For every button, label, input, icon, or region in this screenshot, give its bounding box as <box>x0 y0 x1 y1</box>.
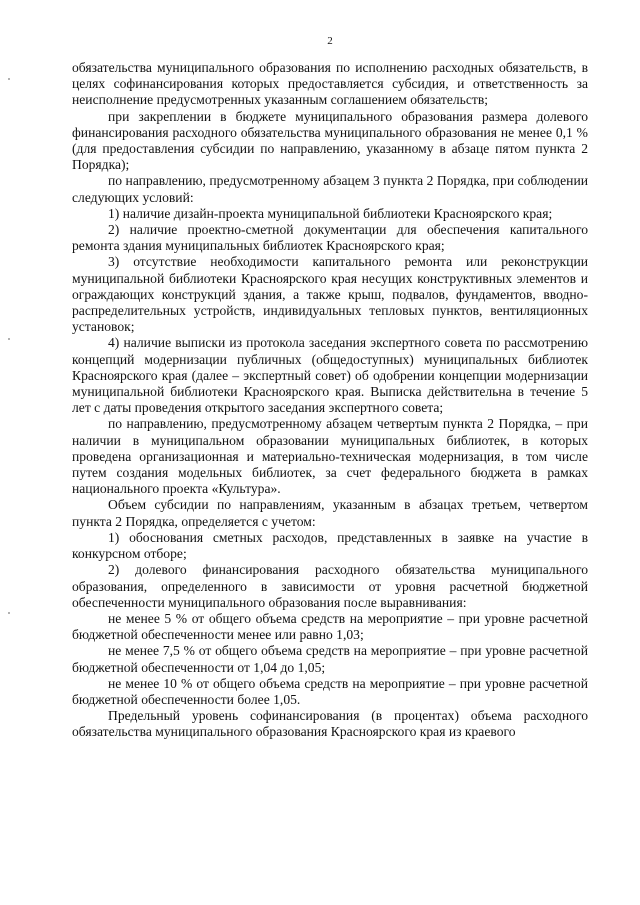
paragraph: по направлению, предусмотренному абзацем 3 пункта 2 Порядка, при соблюдении следующих условий: <box>72 173 588 205</box>
scan-speck <box>8 612 10 614</box>
list-item: 2) долевого финансирования расходного обязательства муниципального образования, определенного в зависимости от уровня расчетной бюджетной обеспеченности муниципального образования после выравнивания: <box>72 562 588 610</box>
paragraph: не менее 10 % от общего объема средств на мероприятие – при уровне расчетной бюджетной обеспеченности более 1,05. <box>72 675 588 707</box>
paragraph: по направлению, предусмотренному абзацем четвертым пункта 2 Порядка, – при наличии в муниципальном образовании муниципальных библиотек, в которых проведена организационная и материально-техническая модернизация, в том числе путем создания модельных библиотек, за счет федерального бюджета в рамках национального проекта «Культура». <box>72 416 588 497</box>
list-item: 3) отсутствие необходимости капитального ремонта или реконструкции муниципальной библиотеки Красноярского края несущих конструктивных элементов и ограждающих конструкций здания, а также крыш, подвалов, фундаментов, вводно-распределительных устройств, индивидуальных тепловых пунктов, вентиляционных установок; <box>72 254 588 335</box>
paragraph: обязательства муниципального образования по исполнению расходных обязательств, в целях софинансирования которых предоставляется субсидия, и ответственность за неисполнение предусмотренных указанным соглашением обязательств; <box>72 60 588 108</box>
list-item: 4) наличие выписки из протокола заседания экспертного совета по рассмотрению концепций модернизации публичных (общедоступных) муниципальных библиотек Красноярского края (далее – экспертный совет) об одобрении концепции модернизации муниципальной библиотеки Красноярского края. Выписка действительна в течение 5 лет с даты проведения открытого заседания экспертного совета; <box>72 335 588 416</box>
list-item: 2) наличие проектно-сметной документации для обеспечения капитального ремонта здания муниципальных библиотек Красноярского края; <box>72 222 588 254</box>
paragraph: при закреплении в бюджете муниципального образования размера долевого финансирования расходного обязательства муниципального образования не менее 0,1 % (для предоставления субсидии по направлению, указанному в абзаце пятом пункта 2 Порядка); <box>72 108 588 173</box>
document-body <box>72 60 588 741</box>
paragraph: Предельный уровень софинансирования (в процентах) объема расходного обязательства муниципального образования Красноярского края из краевого <box>72 708 588 740</box>
paragraph: не менее 5 % от общего объема средств на мероприятие – при уровне расчетной бюджетной обеспеченности менее или равно 1,03; <box>72 610 588 643</box>
list-item: 1) обоснования сметных расходов, представленных в заявке на участие в конкурсном отборе; <box>72 529 588 562</box>
paragraph: Объем субсидии по направлениям, указанным в абзацах третьем, четвертом пункта 2 Порядка, определяется с учетом: <box>72 497 588 529</box>
paragraph: не менее 7,5 % от общего объема средств на мероприятие – при уровне расчетной бюджетной обеспеченности от 1,04 до 1,05; <box>72 643 588 675</box>
page-number: 2 <box>327 35 333 47</box>
scan-speck <box>8 78 10 80</box>
list-item: 1) наличие дизайн-проекта муниципальной библиотеки Красноярского края; <box>108 205 553 221</box>
scan-speck <box>8 338 10 340</box>
